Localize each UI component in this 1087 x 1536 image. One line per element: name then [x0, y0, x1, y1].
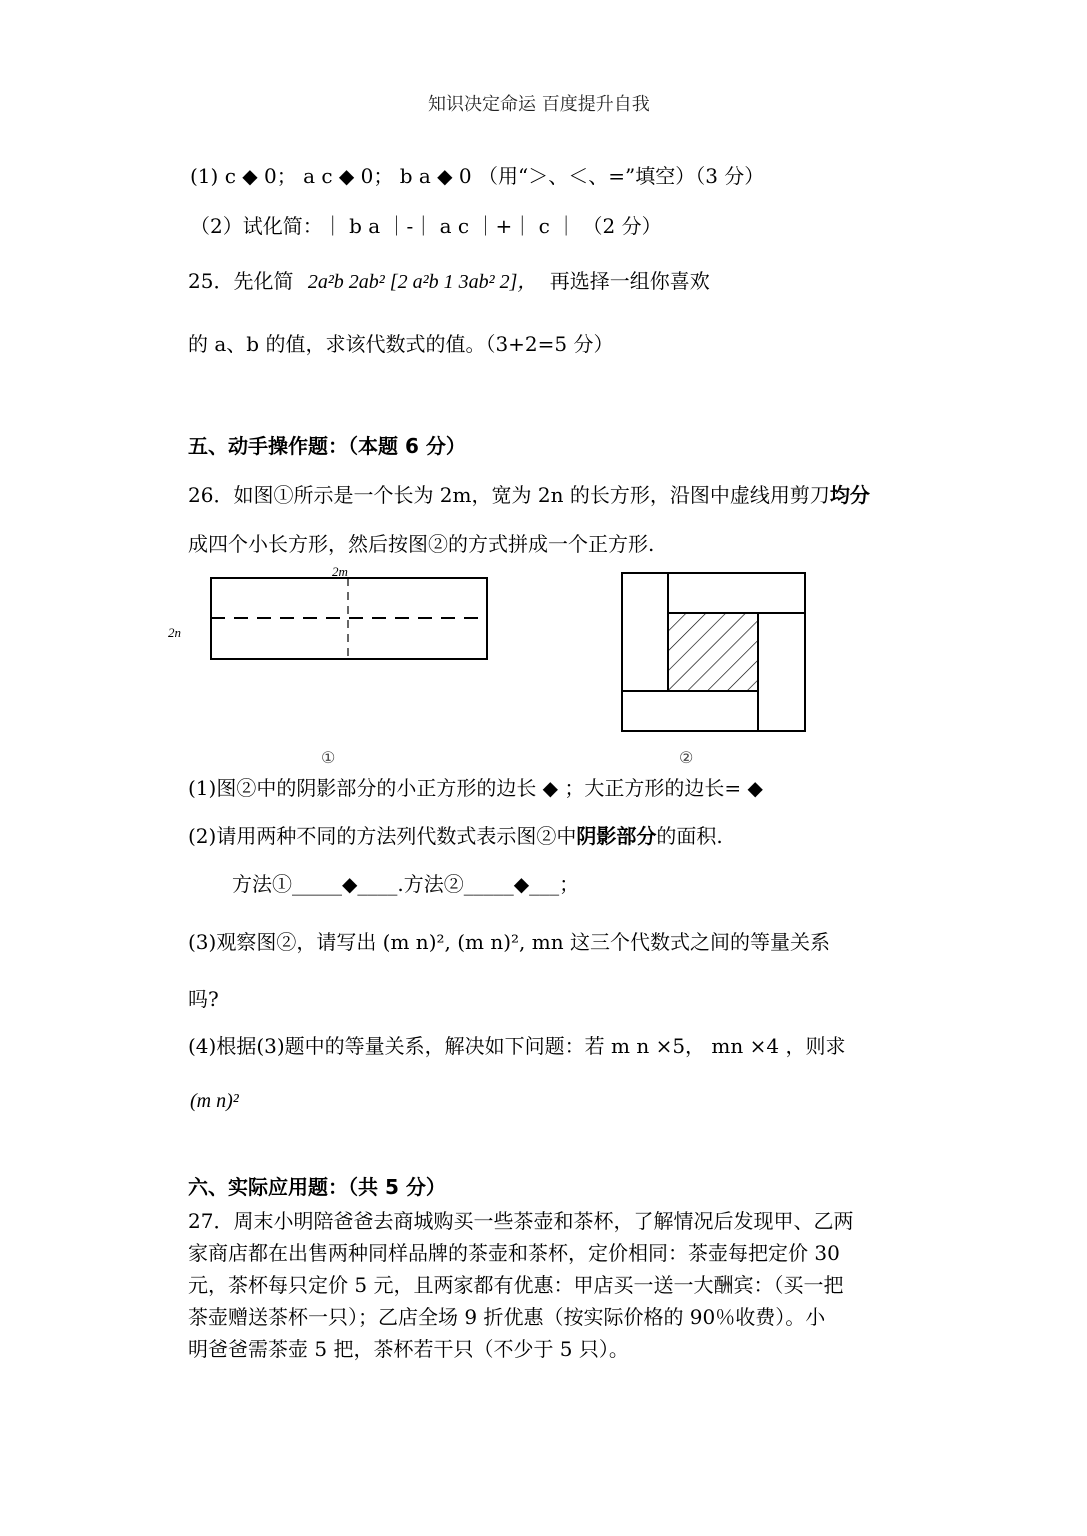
figure-2-drawing [615, 565, 815, 740]
q27-line5: 明爸爸需茶壶 5 把，茶杯若干只（不少于 5 只）。 [188, 1337, 629, 1361]
q26-line1 [188, 479, 870, 508]
q26-sub4-line1: (4)根据(3)题中的等量关系，解决如下问题：若 m n ×5， mn ×4 ，则求 [188, 1034, 846, 1058]
figure-2-caption: ② [679, 748, 694, 767]
figure-2-shaded-square [668, 613, 758, 691]
q27-line1: 27．周末小明陪爸爸去商城购买一些茶壶和茶杯，了解情况后发现甲、乙两 [188, 1209, 854, 1233]
q26-sub2 [188, 820, 723, 849]
section5-title: 五、动手操作题：（本题 6 分） [188, 434, 466, 458]
figure-1-drawing [160, 560, 500, 770]
figure-2 [615, 565, 815, 770]
q27-line3: 元，茶杯每只定价 5 元，且两家都有优惠：甲店买一送一大酬宾：（买一把 [188, 1273, 844, 1297]
q26-sub2-end: 的面积. [656, 824, 723, 848]
q26-sub2-bold: 阴影部分 [576, 824, 657, 848]
q25-line2: 的 a、b 的值，求该代数式的值。（3+2=5 分） [188, 332, 614, 356]
q26-sub4-line2: (m n)² [190, 1090, 239, 1112]
q24-part1: (1) c ◆ 0； a c ◆ 0； b a ◆ 0 （用“＞、＜、=”填空）（3 分） [190, 164, 765, 188]
q26-sub3-line1: (3)观察图②，请写出 (m n)², (m n)², mn 这三个代数式之间的等量关系 [188, 930, 830, 954]
q24-part2: （2）试化简：｜ b a ｜-｜ a c ｜+｜ c ｜ （2 分） [190, 214, 662, 238]
q26-line2: 成四个小长方形，然后按图②的方式拼成一个正方形. [188, 532, 655, 556]
q26-text: 26．如图①所示是一个长为 2m，宽为 2n 的长方形，沿图中虚线用剪刀 [188, 483, 830, 507]
q25-suffix: 再选择一组你喜欢 [549, 269, 710, 293]
q25-expression: 2a²b 2ab² [2 a²b 1 3ab² 2]， [307, 271, 538, 293]
q26-sub3-line2: 吗? [188, 987, 219, 1011]
q26-sub1: (1)图②中的阴影部分的小正方形的边长 ◆ ；大正方形的边长= ◆ [188, 776, 763, 800]
q25-line1 [188, 265, 710, 294]
figure-1 [160, 560, 500, 770]
q27-line4: 茶壶赠送茶杯一只）；乙店全场 9 折优惠（按实际价格的 90％收费）。小 [188, 1305, 826, 1329]
q25-prefix: 25．先化简 [188, 269, 294, 293]
q26-sub2-text: (2)请用两种不同的方法列代数式表示图②中 [188, 824, 577, 848]
q26-sub2-methods: 方法①_____◆____.方法②_____◆___； [232, 872, 580, 896]
figure-1-caption: ① [321, 748, 336, 767]
page-header: 知识决定命运 百度提升自我 [428, 94, 650, 115]
q27-line2: 家商店都在出售两种同样品牌的茶壶和茶杯，定价相同：茶壶每把定价 30 [188, 1241, 840, 1265]
section6-title: 六、实际应用题：（共 5 分） [188, 1175, 446, 1199]
figure-1-side-label: 2n [168, 625, 181, 640]
figure-1-top-label: 2m [332, 564, 348, 579]
q26-bold-word: 均分 [829, 483, 870, 507]
